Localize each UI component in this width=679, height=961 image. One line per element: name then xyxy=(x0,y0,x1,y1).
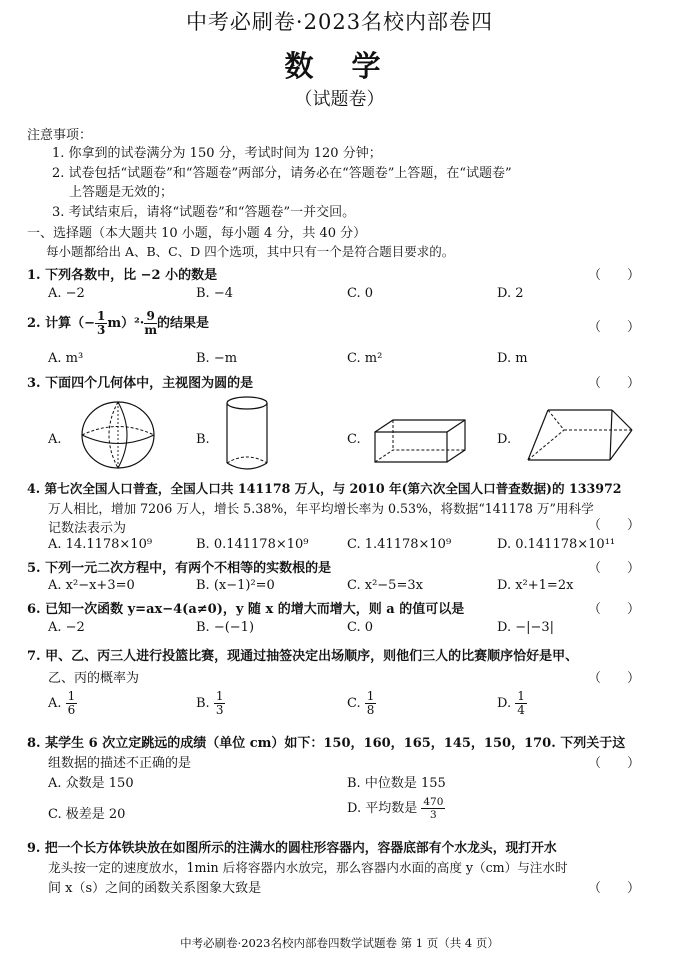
exam-series-title: 中考必刷卷·2023名校内部卷四 xyxy=(185,10,494,34)
question-6-stem: 6. 已知一次函数 y=ax−4(a≠0)，y 随 x 的增大而增大，则 a 的值可以是 xyxy=(27,602,465,617)
question-9-line: 间 x（s）之间的函数关系图象大致是 xyxy=(48,881,262,896)
answer-paren[interactable]: （ ） xyxy=(588,561,641,576)
question-3-stem: 3. 下面四个几何体中，主视图为圆的是 xyxy=(27,376,254,391)
q2-stem-post: 的结果是 xyxy=(157,316,210,331)
q2-stem-mid: m）²· xyxy=(107,316,145,331)
q3-option-a: A. xyxy=(48,432,62,447)
q6-option-b: B. −(−1) xyxy=(196,620,255,635)
section-title: 一、选择题（本大题共 10 小题，每小题 4 分，共 40 分） xyxy=(27,226,367,241)
q8-option-c: C. 极差是 20 xyxy=(48,807,126,822)
q6-option-a: A. −2 xyxy=(48,620,85,635)
sphere-figure xyxy=(76,400,162,470)
question-8-line: 组数据的描述不正确的是 xyxy=(48,756,192,771)
q1-option-a: A. −2 xyxy=(48,286,85,301)
q5-option-b: B. (x−1)²=0 xyxy=(196,578,275,593)
q2-stem-pre: 2. 计算（− xyxy=(27,316,95,331)
q4-option-c: C. 1.41178×10⁹ xyxy=(347,537,452,552)
answer-paren[interactable]: （ ） xyxy=(588,881,641,896)
note-item: 2. 试卷包括“试题卷”和“答题卷”两部分，请务必在“答题卷”上答题，在“试题卷” xyxy=(52,166,512,181)
q3-option-c: C. xyxy=(347,432,361,447)
q5-option-a: A. x²−x+3=0 xyxy=(48,578,135,593)
cylinder-figure xyxy=(222,395,272,473)
q2-option-c: C. m² xyxy=(347,351,383,366)
q7-option-a: A. $\frac{1}{6}$ xyxy=(48,689,76,717)
answer-paren[interactable]: （ ） xyxy=(588,756,641,771)
q5-option-d: D. x²+1=2x xyxy=(497,578,574,593)
q6-option-c: C. 0 xyxy=(347,620,374,635)
cuboid-figure xyxy=(373,418,473,468)
q1-option-b: B. −4 xyxy=(196,286,233,301)
q2-option-b: B. −m xyxy=(196,351,238,366)
q8-option-a: A. 众数是 150 xyxy=(48,776,134,791)
note-item: 3. 考试结束后，请将“试题卷”和“答题卷”一并交回。 xyxy=(52,205,356,220)
q4-option-d: D. 0.141178×10¹¹ xyxy=(497,537,616,552)
q4-option-b: B. 0.141178×10⁹ xyxy=(196,537,309,552)
note-item: 1. 你拿到的试卷满分为 150 分，考试时间为 120 分钟； xyxy=(52,146,382,161)
note-item: 上答题是无效的； xyxy=(69,185,174,200)
q8-option-d: D. 平均数是 $\frac{470}{3}$ xyxy=(347,796,444,821)
q2-fraction-1: $\frac{1}{3}$ xyxy=(97,309,106,337)
q3-option-b: B. xyxy=(196,432,210,447)
answer-paren[interactable]: （ ） xyxy=(588,268,641,283)
answer-paren[interactable]: （ ） xyxy=(588,602,641,617)
q7-option-d: D. $\frac{1}{4}$ xyxy=(497,689,525,717)
question-1-stem: 1. 下列各数中，比 −2 小的数是 xyxy=(27,268,218,283)
paper-type-label: （试题卷） xyxy=(294,89,385,110)
q1-option-d: D. 2 xyxy=(497,286,524,301)
q8-option-b: B. 中位数是 155 xyxy=(347,776,446,791)
q4-option-a: A. 14.1178×10⁹ xyxy=(48,537,153,552)
question-7-line: 7. 甲、乙、丙三人进行投篮比赛，现通过抽签决定出场顺序，则他们三人的比赛顺序恰好是甲、 xyxy=(27,649,579,664)
q1-option-c: C. 0 xyxy=(347,286,374,301)
question-5-stem: 5. 下列一元二次方程中，有两个不相等的实数根的是 xyxy=(27,561,332,576)
question-4-line: 4. 第七次全国人口普查，全国人口共 141178 万人，与 2010 年(第六次全国人口普查数据)的 133972 xyxy=(27,481,622,496)
q3-option-d: D. xyxy=(497,432,512,447)
question-9-line: 龙头按一定的速度放水，1min 后将容器内水放完，那么容器内水面的高度 y（cm）与注水时 xyxy=(48,860,568,875)
q2-option-d: D. m xyxy=(497,351,528,366)
section-instruction: 每小题都给出 A、B、C、D 四个选项，其中只有一个是符合题目要求的。 xyxy=(46,244,455,259)
subject-title: 数 学 xyxy=(284,49,395,83)
question-2-stem xyxy=(27,310,209,337)
question-8-line: 8. 某学生 6 次立定跳远的成绩（单位 cm）如下：150，160，165，145，150，170. 下列关于这 xyxy=(27,736,626,751)
q6-option-d: D. −|−3| xyxy=(497,620,555,635)
prism-figure xyxy=(524,404,636,466)
notes-heading: 注意事项： xyxy=(27,128,93,143)
q5-option-c: C. x²−5=3x xyxy=(347,578,423,593)
question-4-line: 万人相比，增加 7206 万人，增长 5.38%，年平均增长率为 0.53%，将数据“141178 万”用科学 xyxy=(48,501,594,516)
answer-paren[interactable]: （ ） xyxy=(588,320,641,335)
question-7-line: 乙、丙的概率为 xyxy=(48,671,140,686)
answer-paren[interactable]: （ ） xyxy=(588,376,641,391)
question-9-line: 9. 把一个长方体铁块放在如图所示的注满水的圆柱形容器内，容器底部有个水龙头，现打开水 xyxy=(27,841,557,856)
q7-option-b: B. $\frac{1}{3}$ xyxy=(196,689,224,717)
q2-fraction-2: $\frac{9}{m}$ xyxy=(144,309,158,337)
question-4-line: 记数法表示为 xyxy=(48,521,127,536)
answer-paren[interactable]: （ ） xyxy=(588,518,641,533)
q2-option-a: A. m³ xyxy=(48,351,84,366)
page-footer: 中考必刷卷·2023名校内部卷四数学试题卷 第 1 页（共 4 页） xyxy=(180,936,499,950)
answer-paren[interactable]: （ ） xyxy=(588,671,641,686)
q7-option-c: C. $\frac{1}{8}$ xyxy=(347,689,375,717)
